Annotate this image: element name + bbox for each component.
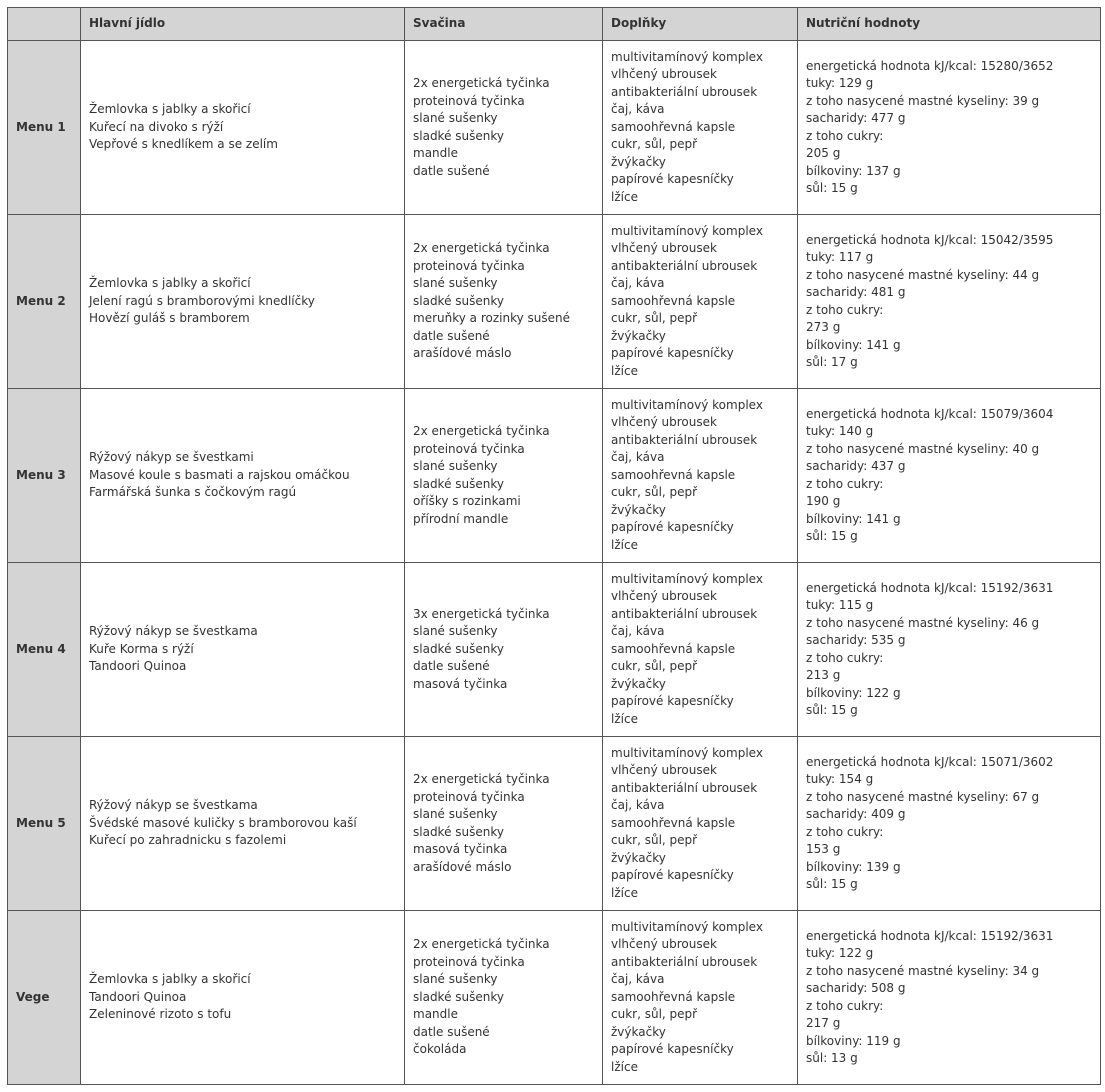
snack-item: meruňky a rozinky sušené — [413, 311, 570, 326]
snack-item: přírodní mandle — [413, 511, 509, 526]
nutrition-cell — [798, 215, 1101, 389]
snack-item: slané sušenky — [413, 459, 498, 473]
nutrition-item: sacharidy: 409 g — [806, 807, 906, 821]
nutrition-item: tuky: 117 g — [806, 250, 874, 264]
extras-item: papírové kapesníčky — [611, 520, 734, 535]
nutrition-item: z toho nasycené mastné kyseliny: 40 g — [806, 441, 1040, 456]
extras-item: samoohřevná kapsle — [611, 641, 736, 656]
nutrition-item: sacharidy: 477 g — [806, 111, 906, 125]
nutrition-item: tuky: 140 g — [806, 424, 874, 438]
snack-item: 2x energetická tyčinka — [413, 937, 550, 952]
extras-item: cukr, sůl, pepř — [611, 833, 698, 848]
extras-item: antibakteriální ubrousek — [611, 258, 758, 273]
extras-item: vlhčený ubrousek — [611, 241, 717, 256]
menu-table — [7, 7, 1101, 1085]
extras-cell — [603, 737, 798, 911]
snack-item: arašídové máslo — [413, 859, 512, 874]
nutrition-item: z toho cukry: — [806, 302, 884, 317]
main-dish-cell — [81, 215, 405, 389]
extras-item: lžíce — [611, 537, 638, 552]
extras-item: cukr, sůl, pepř — [611, 485, 698, 500]
extras-item: cukr, sůl, pepř — [611, 1007, 698, 1022]
nutrition-item: z toho nasycené mastné kyseliny: 34 g — [806, 963, 1040, 978]
table-row — [8, 215, 1101, 389]
nutrition-cell — [798, 563, 1101, 737]
nutrition-item: energetická hodnota kJ/kcal: 15079/3604 — [806, 406, 1054, 421]
snack-item: arašídové máslo — [413, 346, 512, 361]
nutrition-item: energetická hodnota kJ/kcal: 15192/3631 — [806, 928, 1054, 943]
extras-item: vlhčený ubrousek — [611, 763, 717, 778]
table-row — [8, 911, 1101, 1085]
extras-item: cukr, sůl, pepř — [611, 137, 698, 152]
extras-item: samoohřevná kapsle — [611, 119, 736, 134]
extras-item: multivitamínový komplex — [611, 745, 763, 760]
nutrition-item: bílkoviny: 141 g — [806, 511, 901, 526]
main-dish-item: Žemlovka s jablky a skořicí — [89, 972, 251, 987]
extras-item: multivitamínový komplex — [611, 397, 763, 412]
nutrition-item: energetická hodnota kJ/kcal: 15280/3652 — [806, 58, 1054, 73]
snack-item: proteinová tyčinka — [413, 789, 525, 804]
snack-item: proteinová tyčinka — [413, 258, 525, 273]
extras-item: papírové kapesníčky — [611, 1042, 734, 1057]
extras-item: vlhčený ubrousek — [611, 937, 717, 952]
nutrition-cell — [798, 911, 1101, 1085]
table-row — [8, 737, 1101, 911]
main-dish-item: Švédské masové kuličky s bramborovou kaší — [89, 815, 357, 830]
snack-item: proteinová tyčinka — [413, 93, 525, 108]
extras-item: lžíce — [611, 189, 638, 204]
snack-item: slané sušenky — [413, 972, 498, 987]
nutrition-item: z toho cukry: — [806, 650, 884, 665]
extras-cell — [603, 911, 798, 1085]
snack-item: mandle — [413, 1007, 458, 1022]
nutrition-item: tuky: 115 g — [806, 598, 874, 612]
main-dish-item: Tandoori Quinoa — [89, 989, 187, 1004]
extras-item: multivitamínový komplex — [611, 919, 763, 934]
snack-item: slané sušenky — [413, 276, 498, 291]
main-dish-item: Rýžový nákyp se švestkama — [89, 798, 258, 813]
extras-item: papírové kapesníčky — [611, 346, 734, 361]
snack-item: sladké sušenky — [413, 989, 504, 1004]
snack-item: mandle — [413, 146, 458, 160]
extras-cell — [603, 389, 798, 563]
snack-item: slané sušenky — [413, 807, 498, 821]
snack-item: oříšky s rozinkami — [413, 494, 521, 508]
extras-item: antibakteriální ubrousek — [611, 84, 758, 99]
row-label-cell: Menu 5 — [8, 737, 81, 911]
main-dish-item: Hovězí guláš s bramborem — [89, 311, 250, 326]
nutrition-item: z toho cukry: — [806, 128, 884, 143]
extras-item: papírové kapesníčky — [611, 172, 734, 187]
nutrition-item: tuky: 129 g — [806, 76, 874, 90]
snack-cell — [405, 563, 603, 737]
main-dish-item: Vepřové s knedlíkem a se zelím — [89, 137, 278, 152]
nutrition-cell — [798, 737, 1101, 911]
table-body — [8, 41, 1101, 1085]
snack-item: sladké sušenky — [413, 824, 504, 839]
main-dish-item: Kuřecí na divoko s rýží — [89, 119, 224, 134]
snack-item: 2x energetická tyčinka — [413, 424, 550, 438]
nutrition-item: z toho nasycené mastné kyseliny: 46 g — [806, 615, 1040, 630]
extras-cell — [603, 563, 798, 737]
extras-item: papírové kapesníčky — [611, 694, 734, 709]
extras-item: samoohřevná kapsle — [611, 467, 736, 482]
extras-item: multivitamínový komplex — [611, 571, 763, 586]
snack-cell — [405, 911, 603, 1085]
extras-item: čaj, káva — [611, 972, 665, 987]
extras-item: lžíce — [611, 363, 638, 378]
snack-item: proteinová tyčinka — [413, 954, 525, 969]
extras-item: antibakteriální ubrousek — [611, 780, 758, 795]
table-row — [8, 563, 1101, 737]
nutrition-cell — [798, 41, 1101, 215]
extras-item: antibakteriální ubrousek — [611, 432, 758, 447]
snack-cell — [405, 215, 603, 389]
main-dish-cell — [81, 389, 405, 563]
nutrition-item: tuky: 154 g — [806, 772, 874, 786]
nutrition-item: energetická hodnota kJ/kcal: 15042/3595 — [806, 232, 1054, 247]
snack-item: slané sušenky — [413, 111, 498, 125]
nutrition-item: z toho cukry: — [806, 998, 884, 1013]
table-row — [8, 389, 1101, 563]
main-dish-item: Farmářská šunka s čočkovým ragú — [89, 485, 297, 500]
main-dish-item: Kuřecí po zahradnicku s fazolemi — [89, 833, 287, 848]
nutrition-item: sacharidy: 481 g — [806, 285, 906, 299]
header-nutrition: Nutriční hodnoty — [798, 8, 1101, 41]
row-label-cell: Menu 2 — [8, 215, 81, 389]
nutrition-item: bílkoviny: 122 g — [806, 685, 901, 700]
nutrition-item: 273 g — [806, 320, 841, 334]
snack-item: datle sušené — [413, 1024, 490, 1039]
extras-item: čaj, káva — [611, 450, 665, 465]
nutrition-item: bílkoviny: 139 g — [806, 859, 901, 874]
nutrition-item: sůl: 17 g — [806, 355, 858, 369]
table-row — [8, 41, 1101, 215]
main-dish-item: Rýžový nákyp se švestkama — [89, 624, 258, 639]
row-label-cell: Menu 1 — [8, 41, 81, 215]
nutrition-item: sacharidy: 535 g — [806, 633, 906, 647]
main-dish-cell — [81, 563, 405, 737]
header-snack: Svačina — [405, 8, 603, 41]
extras-item: antibakteriální ubrousek — [611, 954, 758, 969]
nutrition-item: z toho nasycené mastné kyseliny: 67 g — [806, 789, 1040, 804]
snack-item: datle sušené — [413, 328, 490, 343]
extras-item: žvýkačky — [611, 154, 666, 169]
snack-item: masová tyčinka — [413, 842, 508, 856]
nutrition-item: sůl: 13 g — [806, 1051, 858, 1065]
nutrition-item: tuky: 122 g — [806, 946, 874, 960]
snack-item: 3x energetická tyčinka — [413, 606, 550, 621]
snack-item: datle sušené — [413, 659, 490, 674]
main-dish-item: Jelení ragú s bramborovými knedlíčky — [89, 293, 315, 308]
extras-item: lžíce — [611, 885, 638, 900]
extras-item: žvýkačky — [611, 850, 666, 865]
extras-item: žvýkačky — [611, 1024, 666, 1039]
nutrition-item: sůl: 15 g — [806, 703, 858, 717]
snack-item: sladké sušenky — [413, 293, 504, 308]
extras-item: samoohřevná kapsle — [611, 989, 736, 1004]
extras-item: vlhčený ubrousek — [611, 589, 717, 604]
extras-item: lžíce — [611, 711, 638, 726]
nutrition-item: sacharidy: 437 g — [806, 459, 906, 473]
nutrition-item: z toho cukry: — [806, 476, 884, 491]
extras-item: lžíce — [611, 1059, 638, 1074]
extras-item: žvýkačky — [611, 328, 666, 343]
extras-item: cukr, sůl, pepř — [611, 311, 698, 326]
header-corner-cell — [8, 8, 81, 41]
snack-item: proteinová tyčinka — [413, 441, 525, 456]
main-dish-item: Žemlovka s jablky a skořicí — [89, 102, 251, 117]
nutrition-item: 153 g — [806, 842, 841, 856]
snack-cell — [405, 41, 603, 215]
main-dish-item: Tandoori Quinoa — [89, 659, 187, 674]
extras-item: vlhčený ubrousek — [611, 415, 717, 430]
nutrition-item: sacharidy: 508 g — [806, 981, 906, 995]
extras-item: žvýkačky — [611, 502, 666, 517]
nutrition-item: z toho nasycené mastné kyseliny: 44 g — [806, 267, 1040, 282]
snack-cell — [405, 737, 603, 911]
main-dish-item: Žemlovka s jablky a skořicí — [89, 276, 251, 291]
snack-item: 2x energetická tyčinka — [413, 241, 550, 256]
nutrition-item: sůl: 15 g — [806, 877, 858, 891]
nutrition-cell — [798, 389, 1101, 563]
extras-item: vlhčený ubrousek — [611, 67, 717, 82]
extras-cell — [603, 215, 798, 389]
nutrition-item: bílkoviny: 137 g — [806, 163, 901, 178]
main-dish-item: Zeleninové rizoto s tofu — [89, 1007, 232, 1022]
nutrition-item: 213 g — [806, 668, 841, 682]
table-header — [8, 8, 1101, 41]
nutrition-item: sůl: 15 g — [806, 181, 858, 195]
nutrition-item: bílkoviny: 141 g — [806, 337, 901, 352]
extras-item: žvýkačky — [611, 676, 666, 691]
extras-item: multivitamínový komplex — [611, 223, 763, 238]
extras-item: cukr, sůl, pepř — [611, 659, 698, 674]
row-label-cell: Vege — [8, 911, 81, 1085]
nutrition-item: sůl: 15 g — [806, 529, 858, 543]
header-row — [8, 8, 1101, 41]
row-label-cell: Menu 3 — [8, 389, 81, 563]
snack-item: 2x energetická tyčinka — [413, 76, 550, 90]
extras-item: samoohřevná kapsle — [611, 293, 736, 308]
extras-item: multivitamínový komplex — [611, 49, 763, 64]
main-dish-item: Masové koule s basmati a rajskou omáčkou — [89, 467, 350, 482]
extras-item: čaj, káva — [611, 276, 665, 291]
snack-item: masová tyčinka — [413, 676, 508, 691]
row-label-cell: Menu 4 — [8, 563, 81, 737]
extras-item: samoohřevná kapsle — [611, 815, 736, 830]
nutrition-item: energetická hodnota kJ/kcal: 15071/3602 — [806, 754, 1054, 769]
header-extras: Doplňky — [603, 8, 798, 41]
snack-item: sladké sušenky — [413, 128, 504, 143]
main-dish-cell — [81, 911, 405, 1085]
extras-item: čaj, káva — [611, 102, 665, 117]
snack-item: slané sušenky — [413, 624, 498, 639]
nutrition-item: energetická hodnota kJ/kcal: 15192/3631 — [806, 580, 1054, 595]
nutrition-item: z toho cukry: — [806, 824, 884, 839]
snack-item: sladké sušenky — [413, 476, 504, 491]
nutrition-item: 205 g — [806, 146, 841, 160]
extras-item: čaj, káva — [611, 798, 665, 813]
snack-item: 2x energetická tyčinka — [413, 772, 550, 786]
extras-cell — [603, 41, 798, 215]
nutrition-item: z toho nasycené mastné kyseliny: 39 g — [806, 93, 1040, 108]
extras-item: papírové kapesníčky — [611, 868, 734, 883]
header-main-dish: Hlavní jídlo — [81, 8, 405, 41]
main-dish-item: Kuře Korma s rýží — [89, 641, 194, 656]
snack-item: sladké sušenky — [413, 641, 504, 656]
snack-cell — [405, 389, 603, 563]
extras-item: antibakteriální ubrousek — [611, 606, 758, 621]
nutrition-item: 217 g — [806, 1016, 841, 1030]
extras-item: čaj, káva — [611, 624, 665, 639]
main-dish-item: Rýžový nákyp se švestkami — [89, 450, 254, 465]
nutrition-item: bílkoviny: 119 g — [806, 1033, 901, 1048]
snack-item: čokoláda — [413, 1042, 467, 1057]
nutrition-item: 190 g — [806, 494, 841, 508]
main-dish-cell — [81, 737, 405, 911]
main-dish-cell — [81, 41, 405, 215]
snack-item: datle sušené — [413, 163, 490, 178]
